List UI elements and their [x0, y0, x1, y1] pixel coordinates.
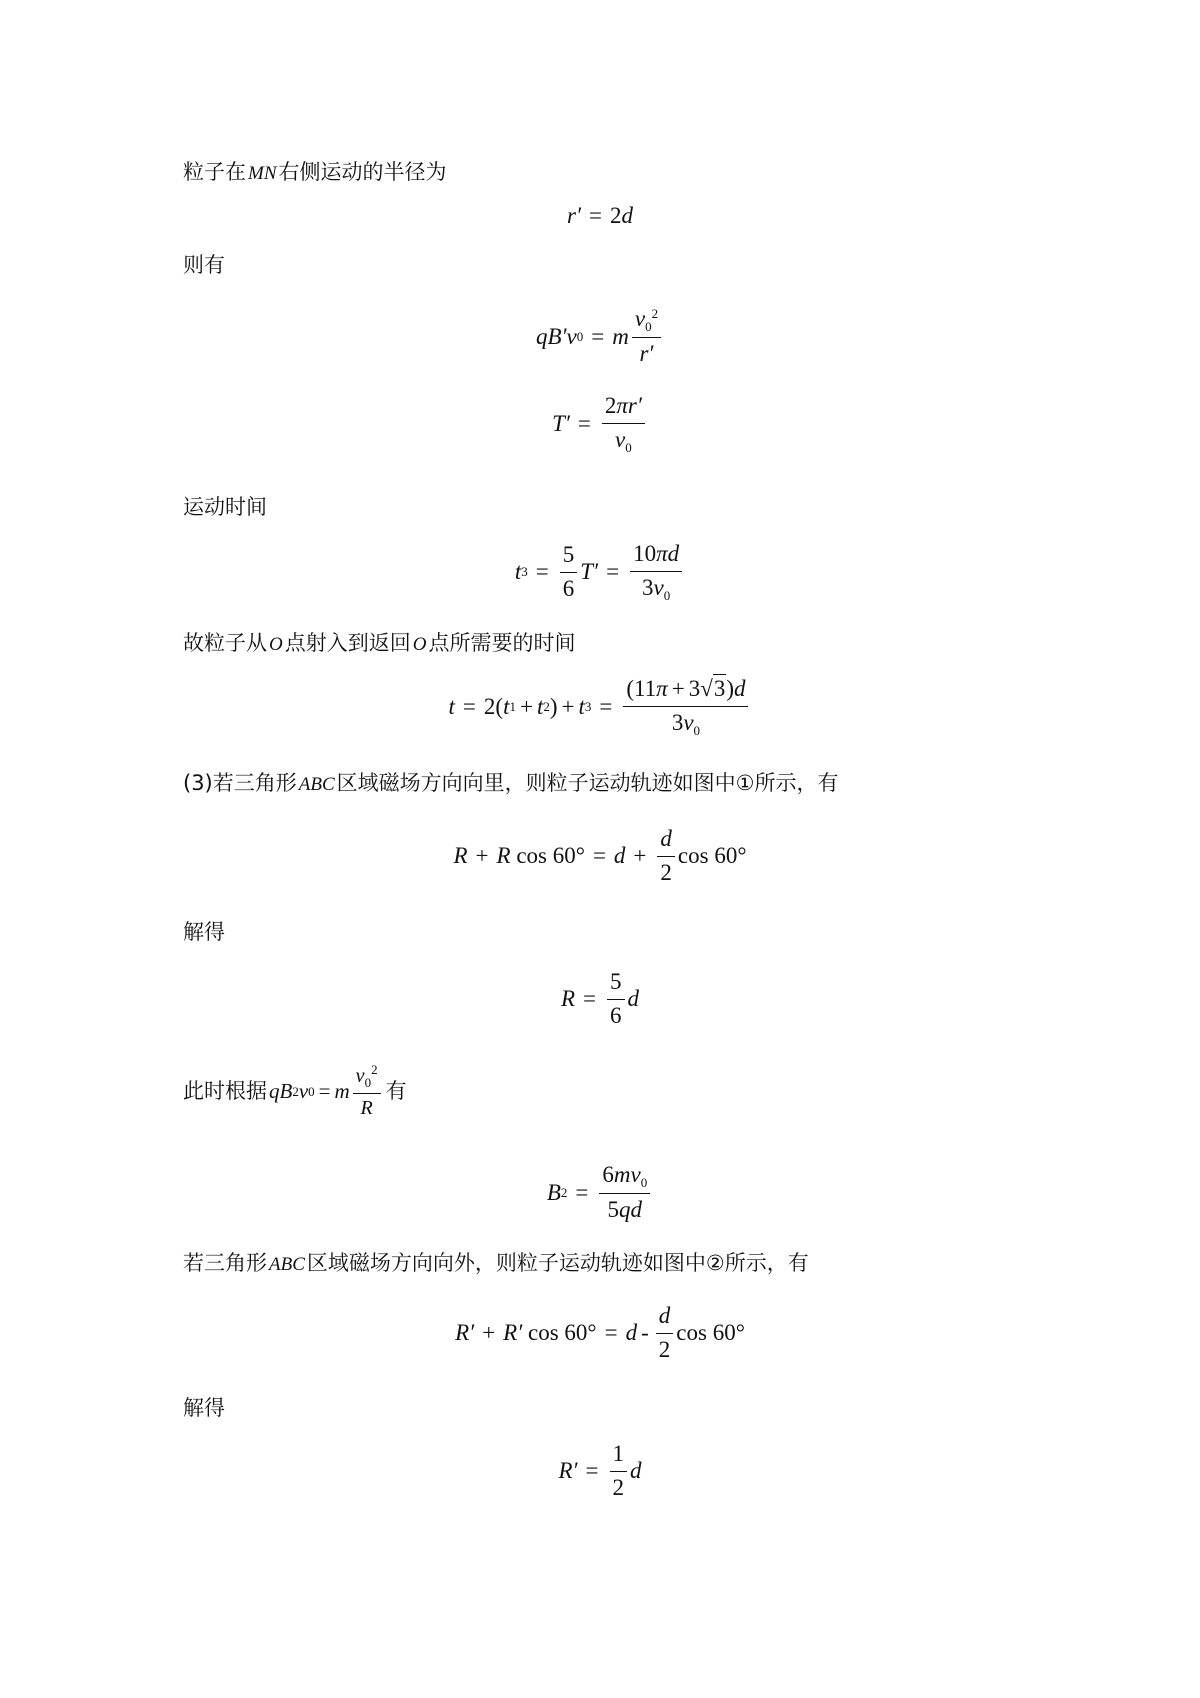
equation-b2: B 2 = $\frac{6mv_0}{5qd}$	[0, 1161, 1200, 1225]
text-segment: 有	[385, 1079, 407, 1104]
variable-mn: MN	[248, 163, 277, 184]
variable-abc: ABC	[269, 1254, 305, 1275]
equation-r-prime: r′ = 2 d	[567, 203, 633, 228]
paragraph-according-to	[183, 1062, 407, 1121]
paragraph-case-inward	[183, 773, 838, 794]
text-segment: 区域磁场方向向外，则粒子运动轨迹如图中②所示，有	[306, 1251, 809, 1275]
equation-t3: t 3 = $\frac{5}{6}$ T′ = $\frac{10\pi d}{3v_0}$	[0, 540, 1200, 604]
paragraph-solve-1: 解得	[183, 920, 225, 944]
equation-total-time: t = 2( t 1 + t 2 ) + t 3 = (11π + 3 √ 3 )d $3v_0$	[0, 674, 1200, 739]
variable-abc: ABC	[298, 774, 335, 795]
equation-geometry-inward: R + R cos 60° = d + $\frac{d}{2}$ cos 60°	[453, 826, 747, 885]
equation-period: T′ = $\frac{2\pi r'}{v_0}$	[0, 392, 1200, 456]
text-segment: 区域磁场方向向里，则粒子运动轨迹如图中①所示，有	[336, 771, 839, 795]
paragraph-solve-2: 解得	[183, 1396, 225, 1420]
text-segment: 点所需要的时间	[428, 631, 576, 655]
paragraph-motion-time: 运动时间	[183, 495, 267, 519]
text-segment: 粒子在	[183, 160, 246, 184]
inline-equation: qB 2 v 0 = m $\frac{v_0^2}{R}$	[269, 1062, 384, 1121]
equation-lorentz-force: qB′v 0 = m $\frac{v_0^2}{r'}$	[0, 305, 1200, 369]
variable-o: O	[269, 634, 283, 655]
equation-r-value: R = $\frac{5}{6}$ d	[560, 969, 640, 1028]
text-segment: 此时根据	[183, 1079, 267, 1104]
paragraph-case-outward	[183, 1253, 809, 1274]
paragraph-total-time	[183, 633, 575, 654]
variable-o: O	[412, 634, 427, 655]
text-segment: 若三角形	[183, 1251, 267, 1275]
equation-geometry-outward: R′ + R′ cos 60° = d - $\frac{d}{2}$ cos 60°	[455, 1303, 745, 1362]
paragraph-then: 则有	[183, 253, 225, 277]
text-segment: 故粒子从	[183, 631, 267, 655]
text-segment: 点射入到返回	[284, 631, 411, 655]
text-segment: 右侧运动的半径为	[278, 160, 447, 184]
equation-r-prime-value: R′ = $\frac{1}{2}$ d	[558, 1441, 642, 1500]
paragraph-radius-right-of-mn	[183, 162, 447, 183]
text-segment: (3)若三角形	[183, 771, 297, 795]
